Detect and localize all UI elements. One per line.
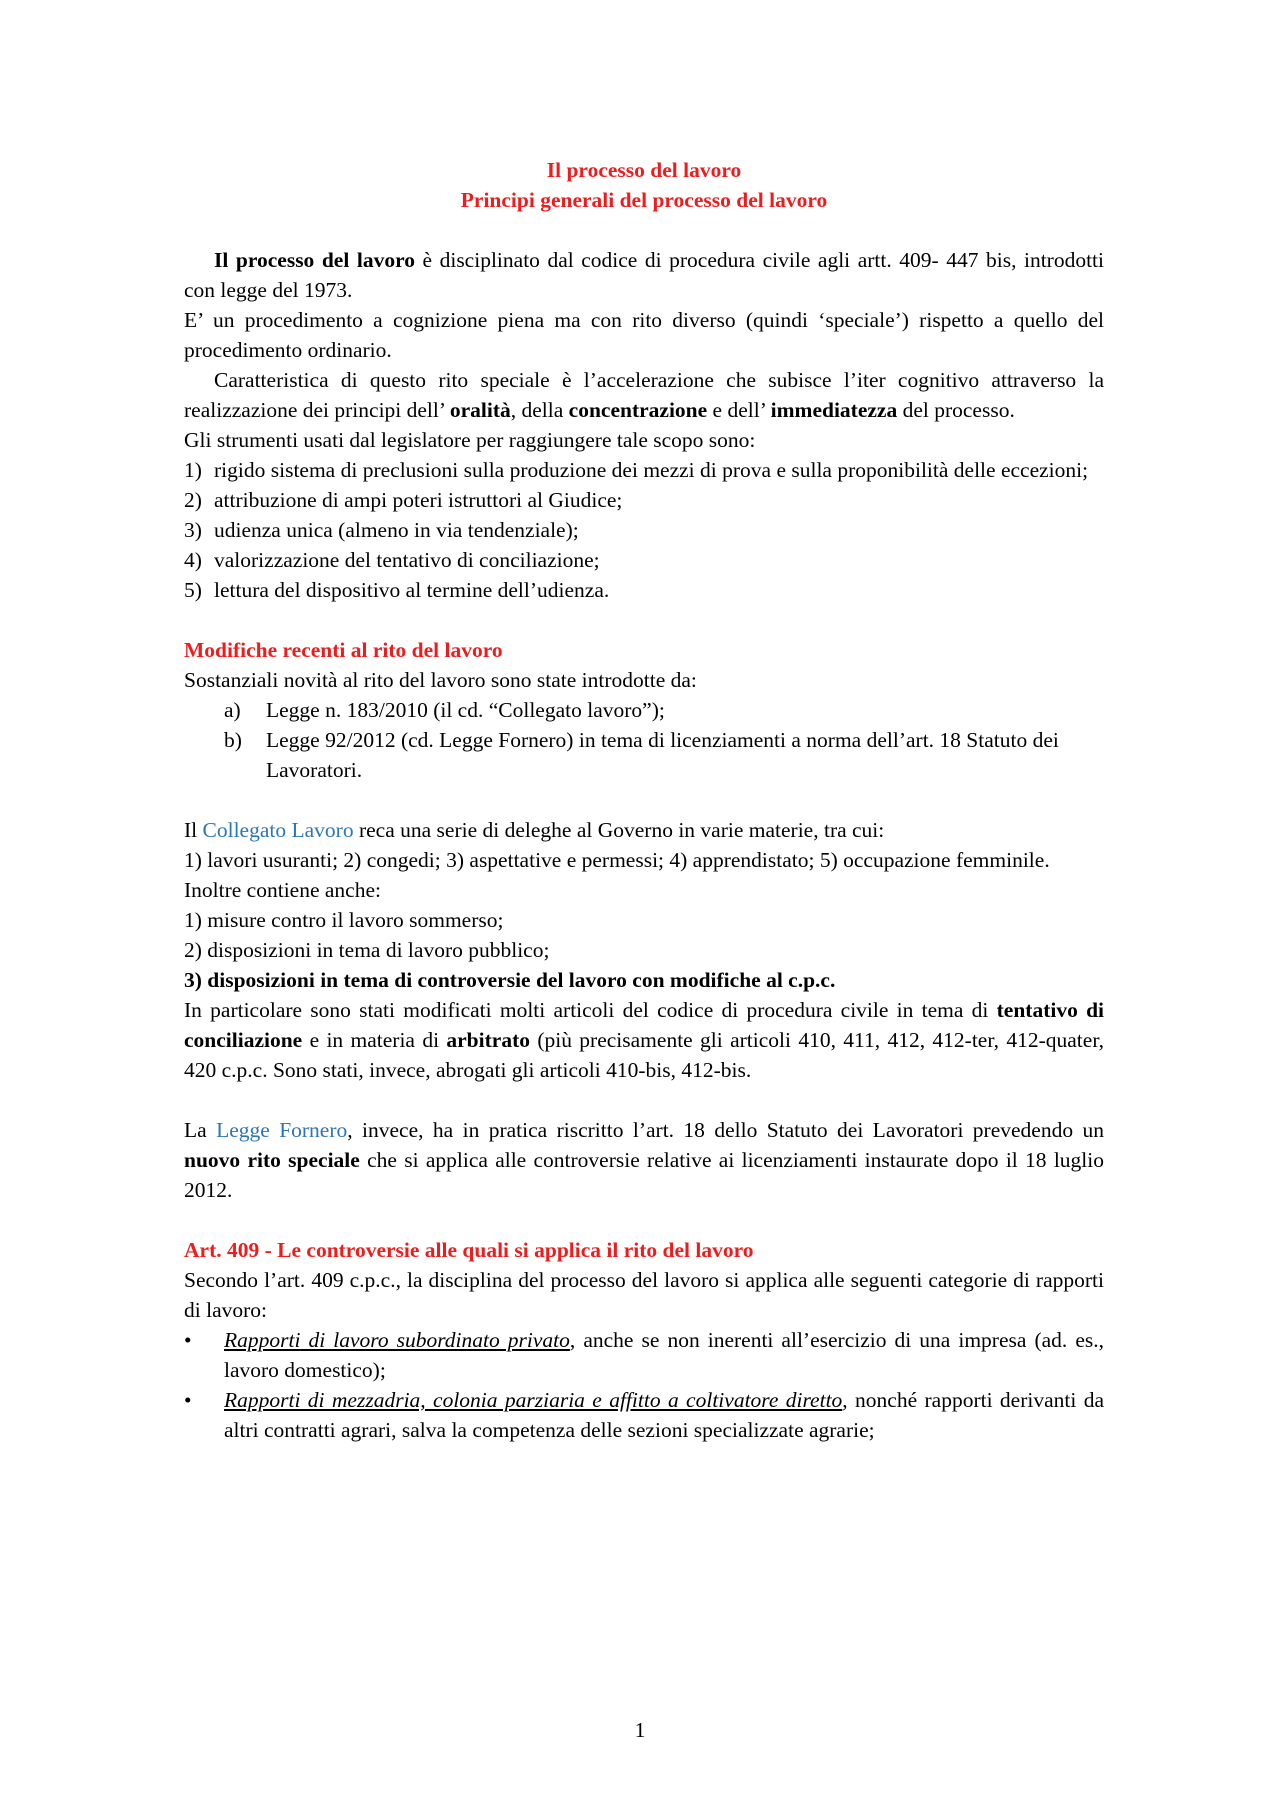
art409-lead: Secondo l’art. 409 c.p.c., la disciplina del processo del lavoro si applica alle seguenti categorie di rapporti di lavoro: [184,1268,1104,1322]
page-number: 1 [634,1718,646,1742]
collegato-item-2: 2) disposizioni in tema di lavoro pubblico; [184,938,550,962]
document-page [184,155,1104,1445]
list-item: 4) valorizzazione del tentativo di conciliazione; [184,548,600,572]
intro-paragraph-2: E’ un procedimento a cognizione piena ma con rito diverso (quindi ‘speciale’) rispetto a quello del procedimento ordinario. [184,308,1104,362]
list-item: b) Legge 92/2012 (cd. Legge Fornero) in tema di licenziamenti a norma dell’art. 18 Statuto dei Lavoratori. [224,728,1059,782]
legge-fornero-link[interactable]: Legge Fornero [216,1118,348,1142]
collegato-item-1: 1) misure contro il lavoro sommerso; [184,908,504,932]
collegato-paragraph: Il Collegato Lavoro reca una serie di deleghe al Governo in varie materie, tra cui: [184,818,885,842]
intro-bold-term: Il processo del lavoro [214,248,415,272]
collegato-inoltre: Inoltre contiene anche: [184,878,381,902]
bullet-icon: • [184,1388,192,1412]
list-item: • Rapporti di mezzadria, colonia parziaria e affitto a coltivatore diretto, nonché rapporti derivanti da altri contratti agrari, salva la competenza delle sezioni specializzate agrarie; [184,1385,1104,1445]
intro-paragraph-3: Caratteristica di questo rito speciale è l’accelerazione che subisce l’iter cognitivo attraverso la realizzazione dei principi dell’ oralità, della concentrazione e dell’ immediatezza del processo. [184,368,1104,422]
list-item: 2) attribuzione di ampi poteri istruttori al Giudice; [184,488,623,512]
collegato-item-3: 3) disposizioni in tema di controversie del lavoro con modifiche al c.p.c. [184,968,836,992]
collegato-lavoro-link[interactable]: Collegato Lavoro [202,818,354,842]
intro-paragraph-1: Il processo del lavoro è disciplinato dal codice di procedura civile agli artt. 409- 447 bis, introdotti con legge del 1973. [184,248,1105,302]
section-heading-art409: Art. 409 - Le controversie alle quali si applica il rito del lavoro [184,1238,754,1262]
modifiche-list [184,695,1104,785]
document-title: Il processo del lavoro [546,158,742,182]
bullet-icon: • [184,1328,192,1352]
list-item: • Rapporti di lavoro subordinato privato, anche se non inerenti all’esercizio di una impresa (ad. es., lavoro domestico); [184,1325,1104,1385]
collegato-particolare: In particolare sono stati modificati molti articoli del codice di procedura civile in tema di tentativo di conciliazione e in materia di arbitrato (più precisamente gli articoli 410, 411, 412, 412-ter, 412-quater, 420 c.p.c. Sono stati, invece, abrogati gli articoli 410-bis, 412-bis. [184,998,1105,1082]
intro-paragraph-4: Gli strumenti usati dal legislatore per raggiungere tale scopo sono: [184,428,756,452]
art409-list [184,1325,1104,1445]
fornero-paragraph: La Legge Fornero, invece, ha in pratica riscritto l’art. 18 dello Statuto dei Lavoratori prevedendo un nuovo rito speciale che si applica alle controversie relative ai licenziamenti instaurate dopo il 18 luglio 2012. [184,1118,1104,1202]
section-heading-modifiche: Modifiche recenti al rito del lavoro [184,638,503,662]
list-item: 1) rigido sistema di preclusioni sulla produzione dei mezzi di prova e sulla proponibilità delle eccezioni; [184,458,1089,482]
list-item: 5) lettura del dispositivo al termine dell’udienza. [184,578,610,602]
collegato-materie: 1) lavori usuranti; 2) congedi; 3) aspettative e permessi; 4) apprendistato; 5) occupazione femminile. [184,848,1050,872]
list-item: 3) udienza unica (almeno in via tendenziale); [184,518,579,542]
modifiche-lead: Sostanziali novità al rito del lavoro sono state introdotte da: [184,668,697,692]
document-subtitle: Principi generali del processo del lavoro [460,188,828,212]
tools-list [184,455,1104,605]
list-item: a) Legge n. 183/2010 (il cd. “Collegato lavoro”); [224,698,665,722]
